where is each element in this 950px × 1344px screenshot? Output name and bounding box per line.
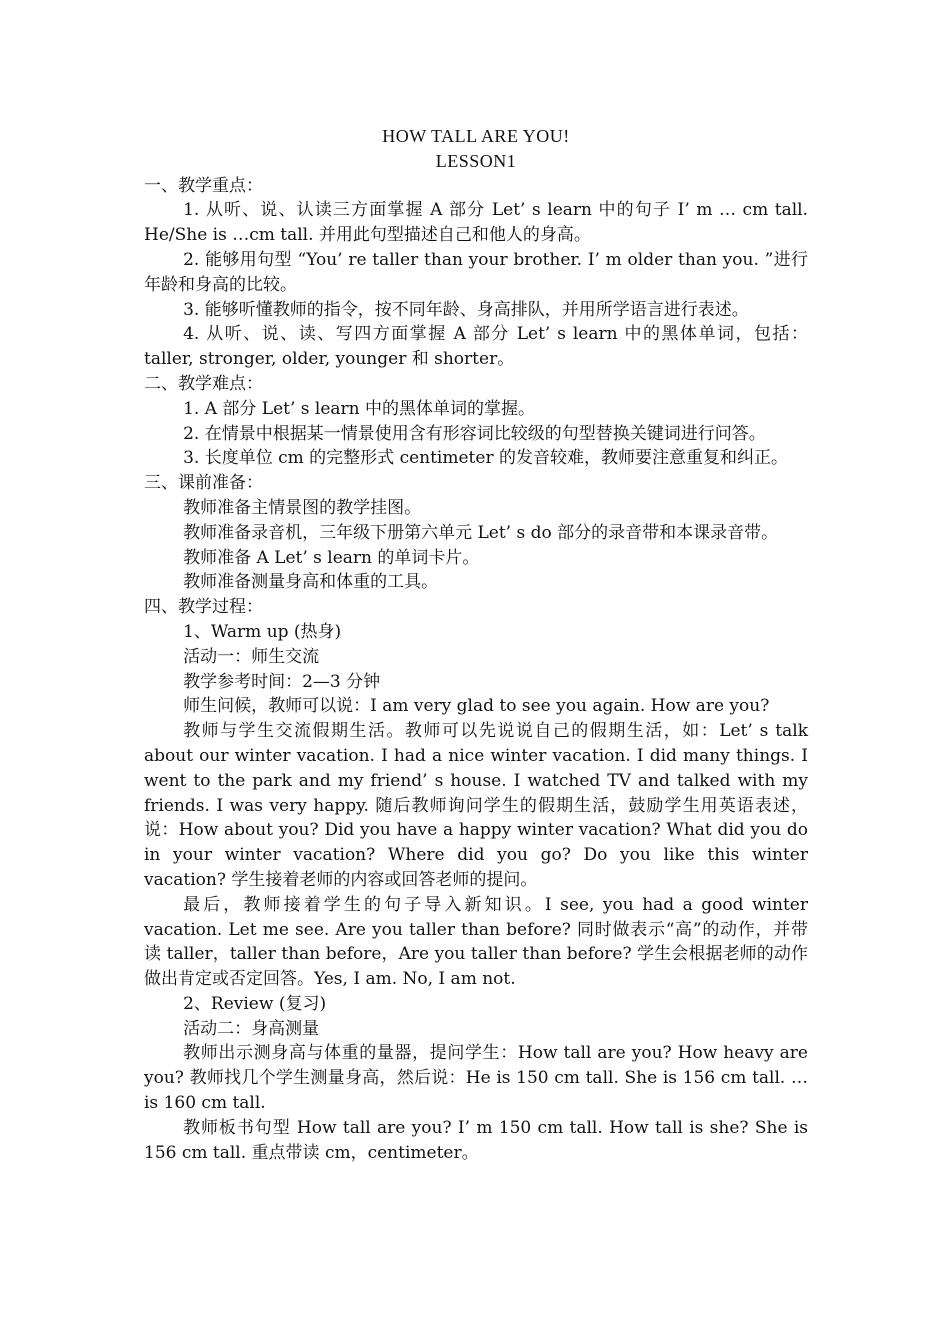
paragraph: 教师准备 A Let’ s learn 的单词卡片。 (183, 547, 480, 568)
paragraph: 4. 从听、说、读、写四方面掌握 A 部分 Let’ s learn 中的黑体单词，包括：taller, stronger, older, younger 和 shorter。 (144, 324, 808, 370)
paragraph: 1. 从听、说、认读三方面掌握 A 部分 Let’ s learn 中的句子 I’ m … cm tall. He/She is …cm tall. 并用此句型描述自己和他人的身高。 (144, 200, 808, 246)
paragraph: 活动二：身高测量 (183, 1018, 320, 1039)
paragraph: 教师准备测量身高和体重的工具。 (183, 572, 439, 593)
paragraph: 教学参考时间：2—3 分钟 (183, 671, 381, 692)
paragraph: 2. 在情景中根据某一情景使用含有形容词比较级的句型替换关键词进行问答。 (183, 423, 766, 444)
paragraph: 教师与学生交流假期生活。教师可以先说说自己的假期生活，如：Let’ s talk about our winter vacation. I had a nice winter vacation. I did many things. I went to the park and my friend’ s house. I watched TV and talked with my friends. I was very happy. 随后教师询问学生的假期生活，鼓励学生用英语表述，说：How about you? Did you have a happy winter vacation? What did you do in your winter vacation? Where did you go? Do you like this winter vacation? 学生接着老师的内容或回答老师的提问。 (144, 721, 808, 890)
paragraph: 活动一：师生交流 (183, 646, 320, 667)
section-heading: 三、课前准备： (144, 473, 263, 494)
document-page (144, 124, 808, 1165)
paragraph: 教师板书句型 How tall are you? I’ m 150 cm tall. How tall is she? She is 156 cm tall. 重点带读 cm，centimeter。 (144, 1117, 808, 1163)
paragraph: 教师出示测身高与体重的量器，提问学生：How tall are you? How heavy are you? 教师找几个学生测量身高，然后说：He is 150 cm tall. She is 156 cm tall. … is 160 cm tall. (144, 1043, 808, 1114)
paragraph: 最后，教师接着学生的句子导入新知识。I see, you had a good winter vacation. Let me see. Are you taller than before? 同时做表示“高”的动作，并带读 taller，taller than before，Are you taller than before? 学生会根据老师的动作做出肯定或否定回答。Yes, I am. No, I am not. (144, 894, 808, 990)
section-heading: 二、教学难点： (144, 373, 263, 394)
lesson-label: LESSON1 (435, 150, 517, 171)
paragraph: 2、Review (复习) (183, 993, 327, 1014)
paragraph: 3. 能够听懂教师的指令，按不同年龄、身高排队，并用所学语言进行表述。 (183, 299, 749, 320)
document-body (144, 174, 808, 1166)
paragraph: 教师准备主情景图的教学挂图。 (183, 497, 422, 518)
document-title: HOW TALL ARE YOU! (382, 126, 570, 146)
paragraph: 教师准备录音机，三年级下册第六单元 Let’ s do 部分的录音带和本课录音带。 (183, 522, 779, 543)
section-heading: 四、教学过程： (144, 597, 263, 618)
paragraph: 1、Warm up (热身) (183, 621, 342, 642)
paragraph: 3. 长度单位 cm 的完整形式 centimeter 的发音较难，教师要注意重复和纠正。 (183, 448, 788, 469)
section-heading: 一、教学重点： (144, 175, 263, 196)
paragraph: 1. A 部分 Let’ s learn 中的黑体单词的掌握。 (183, 398, 536, 419)
paragraph: 2. 能够用句型 “You’ re taller than your brother. I’ m older than you. ”进行年龄和身高的比较。 (144, 249, 808, 295)
paragraph: 师生问候，教师可以说：I am very glad to see you again. How are you? (183, 696, 770, 717)
